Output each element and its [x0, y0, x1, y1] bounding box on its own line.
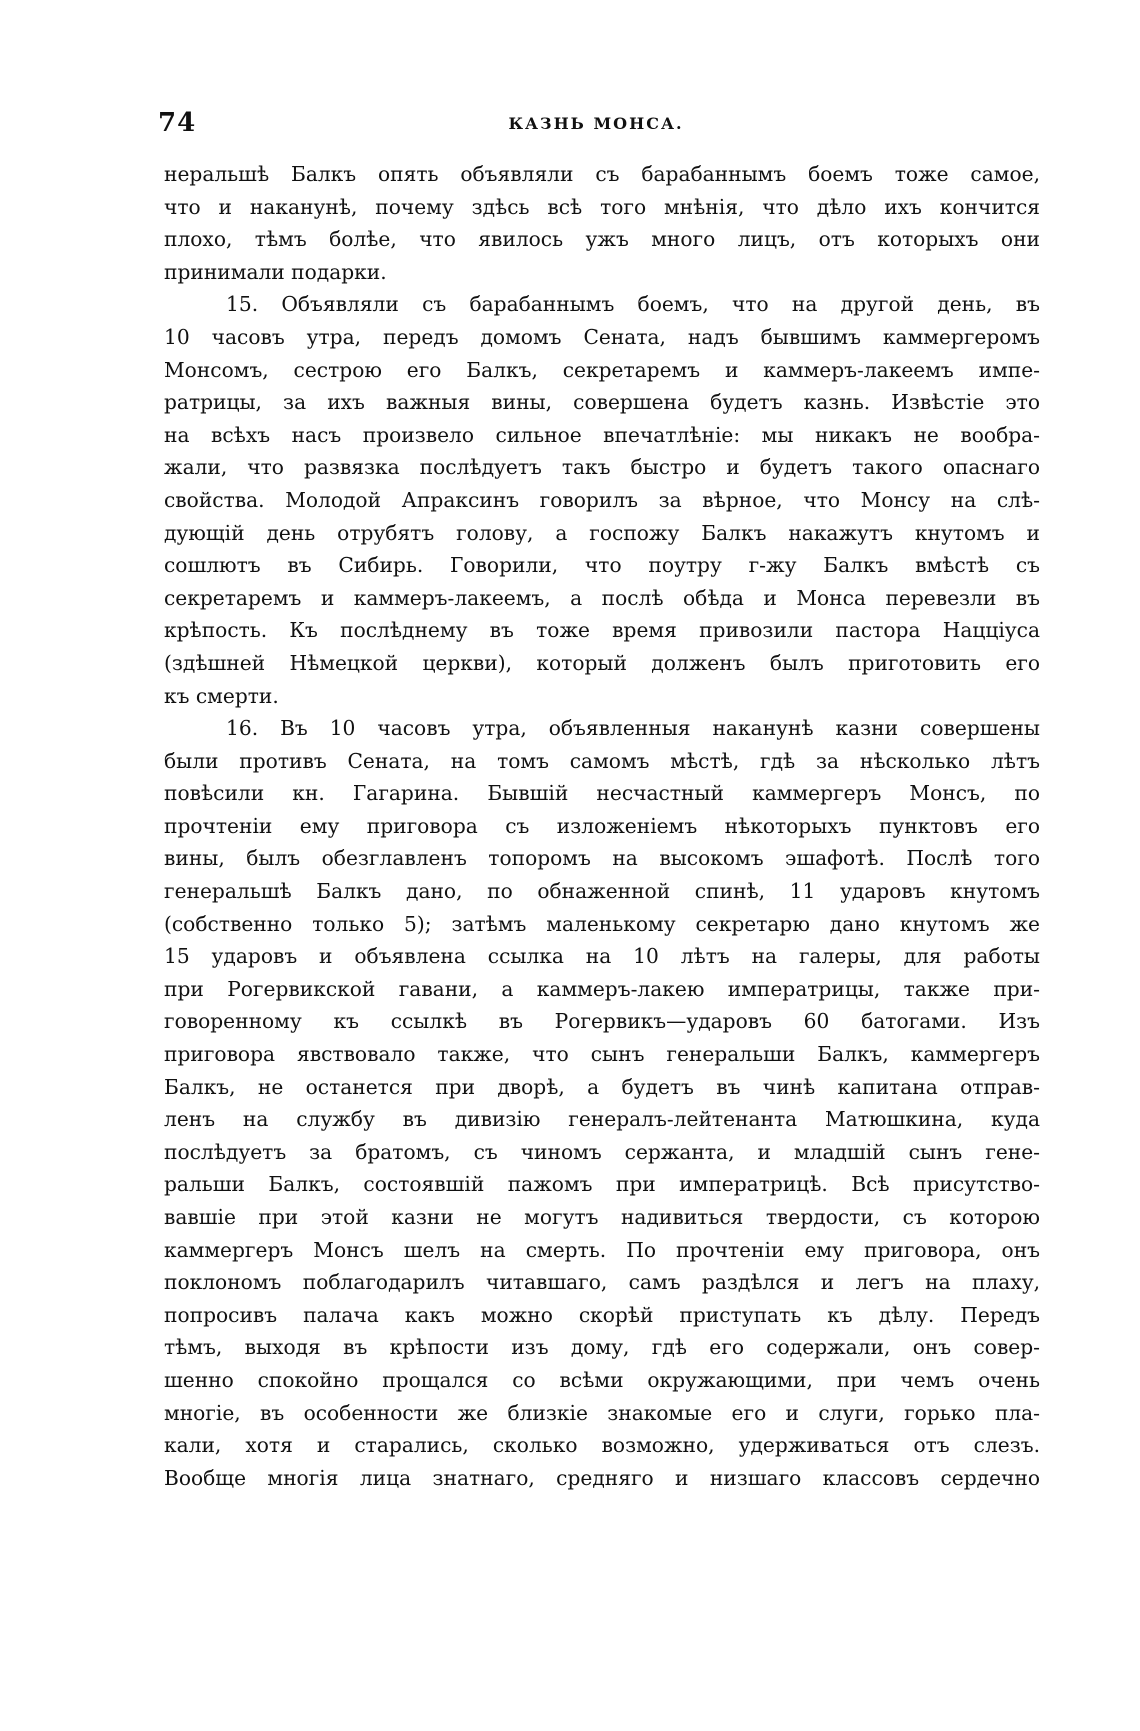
text-line: послѣдуетъ за братомъ, съ чиномъ сержанта, и младшій сынъ гене-: [164, 1139, 1040, 1164]
running-title: КАЗНЬ МОНСА.: [508, 114, 684, 133]
text-line: при Рогервикской гавани, а каммеръ-лакею императрицы, также при-: [164, 976, 1040, 1001]
text-line: были противъ Сената, на томъ самомъ мѣстѣ, гдѣ за нѣсколько лѣтъ: [164, 748, 1040, 773]
text-line: ральши Балкъ, состоявшій пажомъ при императрицѣ. Всѣ присутство-: [164, 1172, 1040, 1197]
text-line: Балкъ, не останется при дворѣ, а будетъ въ чинѣ капитана отправ-: [164, 1074, 1040, 1099]
text-line: 15. Объявляли съ барабаннымъ боемъ, что на другой день, въ: [226, 292, 1040, 317]
text-line: говоренному къ ссылкѣ въ Рогервикъ—ударовъ 60 батогами. Изъ: [164, 1009, 1040, 1034]
text-line: свойства. Молодой Апраксинъ говорилъ за вѣрное, что Монсу на слѣ-: [164, 487, 1040, 512]
text-line: (собственно только 5); затѣмъ маленькому секретарю дано кнутомъ же: [164, 911, 1040, 936]
page-header: [158, 108, 1034, 144]
text-line: 16. Въ 10 часовъ утра, объявленныя наканунѣ казни совершены: [226, 716, 1040, 741]
text-line: поклономъ поблагодарилъ читавшаго, самъ раздѣлся и легъ на плаху,: [164, 1270, 1040, 1295]
text-line: дующій день отрубятъ голову, а госпожу Балкъ накажутъ кнутомъ и: [164, 520, 1040, 545]
text-line: плохо, тѣмъ болѣе, что явилось ужъ много лицъ, отъ которыхъ они: [164, 227, 1040, 252]
text-line: ратрицы, за ихъ важныя вины, совершена будетъ казнь. Извѣстіе это: [164, 390, 1040, 415]
text-line: попросивъ палача какъ можно скорѣй приступать къ дѣлу. Передъ: [164, 1302, 1040, 1327]
text-line: ленъ на службу въ дивизію генералъ-лейтенанта Матюшкина, куда: [164, 1107, 1040, 1132]
text-line: къ смерти.: [164, 683, 279, 708]
text-line: 10 часовъ утра, передъ домомъ Сената, надъ бывшимъ каммергеромъ: [164, 324, 1040, 349]
text-line: многіе, въ особенности же близкіе знакомые его и слуги, горько пла-: [164, 1400, 1040, 1425]
text-line: шенно спокойно прощался со всѣми окружающими, при чемъ очень: [164, 1367, 1040, 1392]
text-line: каммергеръ Монсъ шелъ на смерть. По прочтеніи ему приговора, онъ: [164, 1237, 1040, 1262]
text-line: неральшѣ Балкъ опять объявляли съ барабаннымъ боемъ тоже самое,: [164, 162, 1040, 186]
text-line: Вообще многія лица знатнаго, средняго и низшаго классовъ сердечно: [164, 1465, 1040, 1490]
paragraph-16: [164, 712, 1040, 1494]
text-line: вавшіе при этой казни не могутъ надивиться твердости, съ которою: [164, 1205, 1040, 1229]
text-line: генеральшѣ Балкъ дано, по обнаженной спинѣ, 11 ударовъ кнутомъ: [164, 879, 1040, 904]
text-line: вины, былъ обезглавленъ топоромъ на высокомъ эшафотѣ. Послѣ того: [164, 846, 1040, 871]
text-line: жали, что развязка послѣдуетъ такъ быстро и будетъ такого опаснаго: [164, 455, 1040, 480]
text-line: кали, хотя и старались, сколько возможно, удерживаться отъ слезъ.: [164, 1433, 1040, 1458]
text-line: прочтеніи ему приговора съ изложеніемъ нѣкоторыхъ пунктовъ его: [164, 813, 1040, 838]
text-line: приговора явствовало также, что сынъ генеральши Балкъ, каммергеръ: [164, 1042, 1040, 1067]
body-text: [164, 158, 1040, 1494]
text-line: тѣмъ, выходя въ крѣпости изъ дому, гдѣ его содержали, онъ совер-: [164, 1335, 1040, 1360]
text-line: секретаремъ и каммеръ-лакеемъ, а послѣ обѣда и Монса перевезли въ: [164, 585, 1040, 610]
paragraph-15: [164, 288, 1040, 712]
text-line: принимали подарки.: [164, 259, 387, 284]
text-line: сошлютъ въ Сибирь. Говорили, что поутру г-жу Балкъ вмѣстѣ съ: [164, 553, 1040, 578]
text-line: что и наканунѣ, почему здѣсь всѣ того мнѣнія, что дѣло ихъ кончится: [164, 194, 1040, 219]
paragraph-continuation: [164, 158, 1040, 288]
text-line: 15 ударовъ и объявлена ссылка на 10 лѣтъ на галеры, для работы: [164, 944, 1040, 969]
text-line: (здѣшней Нѣмецкой церкви), который долженъ былъ приготовить его: [164, 650, 1040, 675]
text-line: повѣсили кн. Гагарина. Бывшій несчастный каммергеръ Монсъ, по: [164, 781, 1040, 806]
text-line: Монсомъ, сестрою его Балкъ, секретаремъ и каммеръ-лакеемъ импе-: [164, 357, 1040, 382]
page-number: 74: [158, 108, 197, 138]
text-line: крѣпость. Къ послѣднему въ тоже время привозили пастора Нацціуса: [164, 618, 1040, 643]
text-line: на всѣхъ насъ произвело сильное впечатлѣніе: мы никакъ не вообра-: [164, 422, 1040, 447]
